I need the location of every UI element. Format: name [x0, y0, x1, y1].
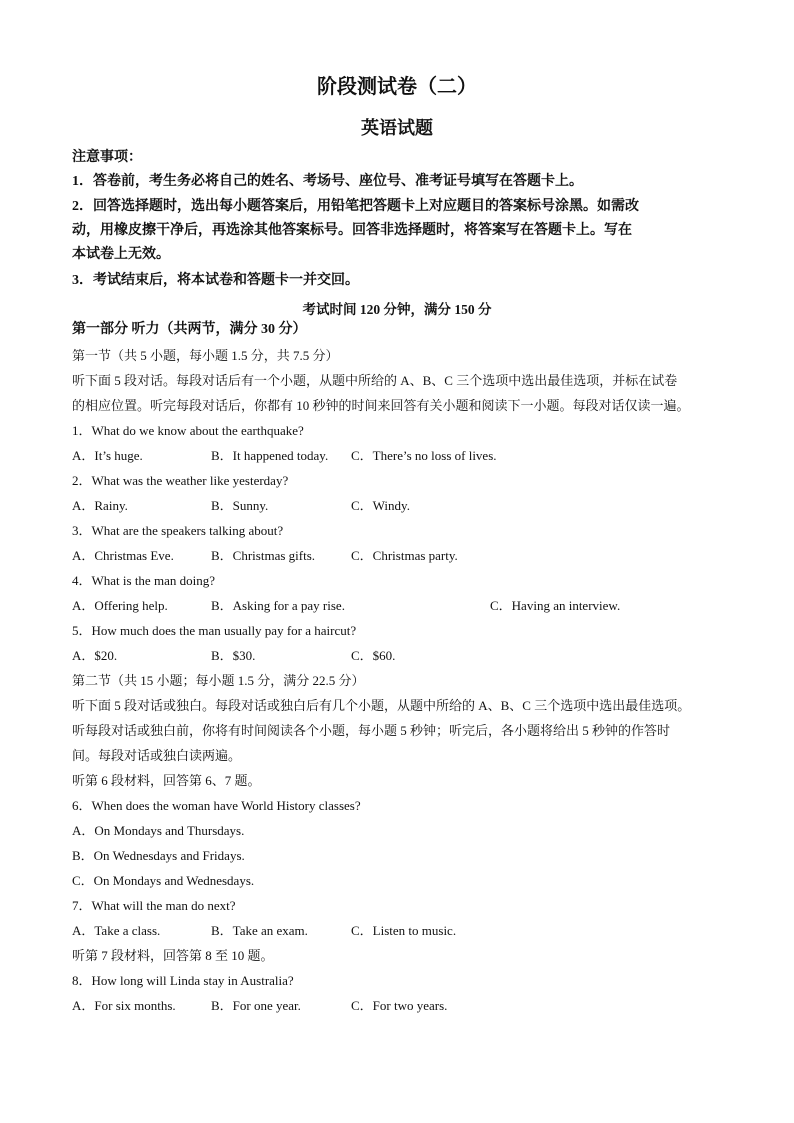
exam-info: 考试时间 120 分钟，满分 150 分 [302, 302, 492, 317]
question-6-option-c: C．On Mondays and Wednesdays. [72, 873, 255, 888]
notice-item-3: 3．考试结束后，将本试卷和答题卡一并交回。 [72, 273, 359, 288]
question-8-option-c: C．For two years. [351, 998, 448, 1013]
question-4-option-a: A．Offering help. [72, 598, 168, 613]
section2-instruction-line-2: 听每段对话或独白前，你将有时间阅读各个小题，每小题 5 秒钟；听完后，各小题将给出 5 秒钟的作答时 [72, 723, 671, 738]
question-3-option-b: B．Christmas gifts. [211, 548, 316, 563]
question-7-stem: 7．What will the man do next? [72, 898, 236, 913]
question-7-option-a: A．Take a class. [72, 923, 161, 938]
question-5-stem: 5．How much does the man usually pay for a haircut? [72, 623, 357, 638]
question-6-option-b: B．On Wednesdays and Fridays. [72, 848, 245, 863]
question-5-option-b: B．$30. [211, 648, 256, 663]
question-1-stem: 1．What do we know about the earthquake? [72, 423, 304, 438]
question-7-option-c: C．Listen to music. [351, 923, 457, 938]
notice-heading: 注意事项： [72, 150, 142, 165]
section1-instruction-line-1: 听下面 5 段对话。每段对话后有一个小题，从题中所给的 A、B、C 三个选项中选出最佳选项，并标在试卷 [72, 373, 678, 388]
part1-heading: 第一部分 听力（共两节，满分 30 分） [72, 322, 307, 337]
question-4-option-c: C．Having an interview. [490, 598, 621, 613]
question-6-stem: 6．When does the woman have World History classes? [72, 798, 361, 813]
question-8-option-b: B．For one year. [211, 998, 301, 1013]
question-8-stem: 8．How long will Linda stay in Australia? [72, 973, 294, 988]
section1-instruction-line-2: 的相应位置。听完每段对话后，你都有 10 秒钟的时间来回答有关小题和阅读下一小题。每段对话仅读一遍。 [72, 398, 690, 413]
question-8-option-a: A．For six months. [72, 998, 176, 1013]
question-2-stem: 2．What was the weather like yesterday? [72, 473, 289, 488]
question-1-option-c: C．There’s no loss of lives. [351, 448, 497, 463]
question-3-stem: 3．What are the speakers talking about? [72, 523, 284, 538]
section2-instruction-line-3: 间。每段对话或独白读两遍。 [72, 748, 242, 763]
question-2-option-a: A．Rainy. [72, 498, 128, 513]
question-4-option-b: B．Asking for a pay rise. [211, 598, 345, 613]
section1-heading: 第一节（共 5 小题，每小题 1.5 分，共 7.5 分） [72, 348, 339, 363]
notice-item-1: 1．答卷前，考生务必将自己的姓名、考场号、座位号、准考证号填写在答题卡上。 [72, 174, 583, 189]
notice-item-2-line-2: 动，用橡皮擦干净后，再选涂其他答案标号。回答非选择题时，将答案写在答题卡上。写在 [72, 223, 632, 238]
section2-instruction-line-1: 听下面 5 段对话或独白。每段对话或独白后有几个小题，从题中所给的 A、B、C 三个选项中选出最佳选项。 [72, 698, 691, 713]
question-5-option-a: A．$20. [72, 648, 118, 663]
question-5-option-c: C．$60. [351, 648, 396, 663]
question-1-option-b: B．It happened today. [211, 448, 329, 463]
material-6-intro: 听第 6 段材料，回答第 6、7 题。 [72, 773, 261, 788]
question-3-option-a: A．Christmas Eve. [72, 548, 174, 563]
page-title: 阶段测试卷（二） [317, 76, 477, 98]
question-7-option-b: B．Take an exam. [211, 923, 308, 938]
material-7-intro: 听第 7 段材料，回答第 8 至 10 题。 [72, 948, 274, 963]
question-2-option-c: C．Windy. [351, 498, 410, 513]
question-3-option-c: C．Christmas party. [351, 548, 458, 563]
question-6-option-a: A．On Mondays and Thursdays. [72, 823, 245, 838]
page-subtitle: 英语试题 [361, 118, 433, 138]
section2-heading: 第二节（共 15 小题；每小题 1.5 分，满分 22.5 分） [72, 673, 365, 688]
notice-item-2-line-3: 本试卷上无效。 [72, 247, 170, 262]
question-4-stem: 4．What is the man doing? [72, 573, 215, 588]
question-1-option-a: A．It’s huge. [72, 448, 143, 463]
notice-item-2-line-1: 2．回答选择题时，选出每小题答案后，用铅笔把答题卡上对应题目的答案标号涂黑。如需改 [72, 199, 639, 214]
question-2-option-b: B．Sunny. [211, 498, 269, 513]
